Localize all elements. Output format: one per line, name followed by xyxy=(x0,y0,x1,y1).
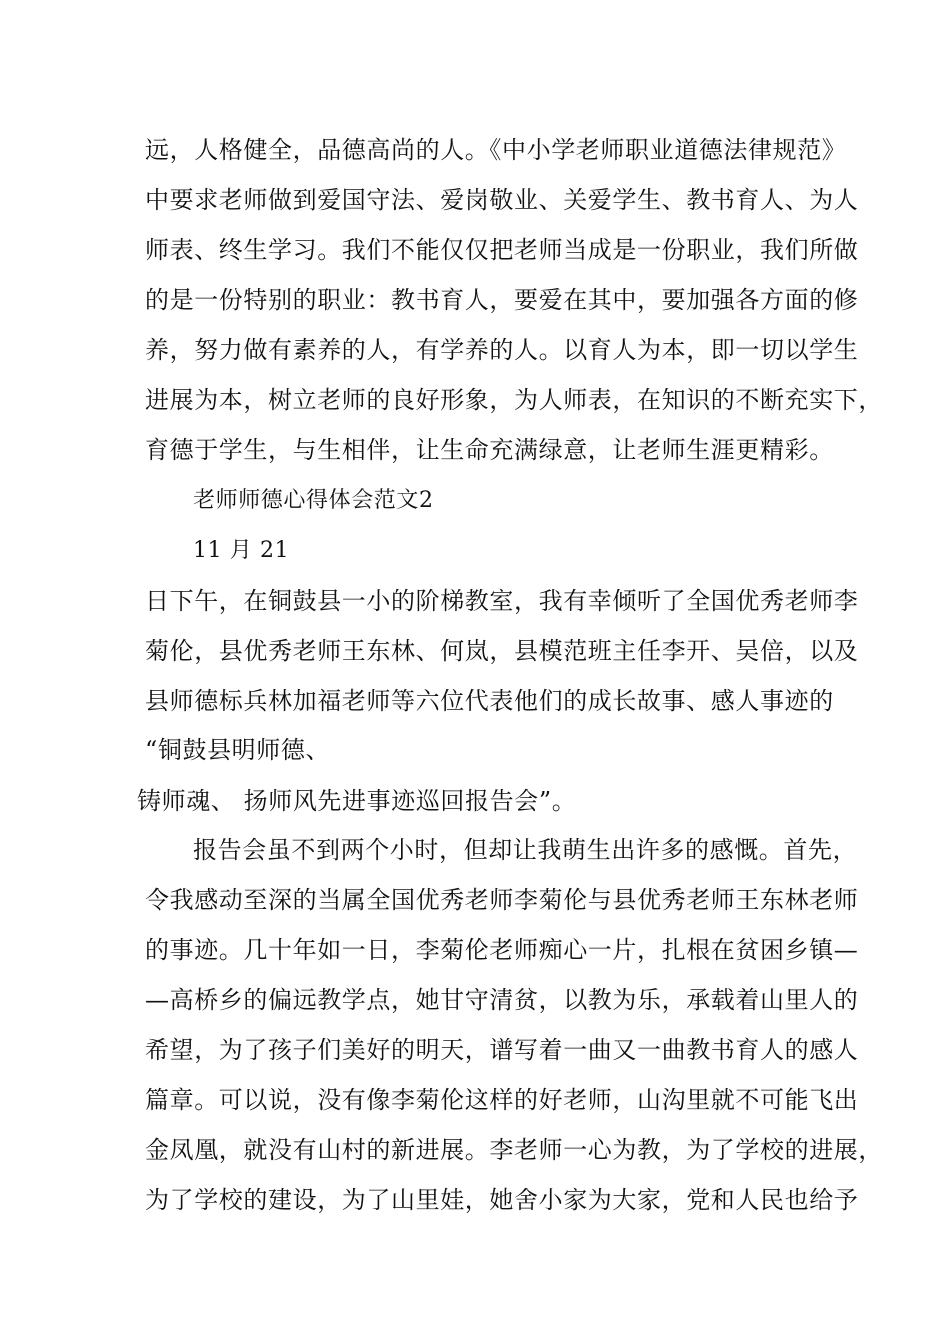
paragraph-line: 菊伦，县优秀老师王东林、何岚，县模范班主任李开、吴倍，以及 xyxy=(145,637,859,665)
paragraph-line: 报告会虽不到两个小时，但却让我萌生出许多的感慨。首先， xyxy=(193,836,858,864)
paragraph-line: 师表、终生学习。我们不能仅仅把老师当成是一份职业，我们所做 xyxy=(145,236,859,264)
paragraph-line: “铜鼓县明师德、 xyxy=(145,736,331,764)
paragraph-line: 远，人格健全，品德高尚的人。《中小学老师职业道德法律规范》 xyxy=(145,136,847,164)
paragraph-line: 的事迹。几十年如一日，李菊伦老师痴心一片，扎根在贫困乡镇— xyxy=(145,936,859,964)
paragraph-line: 育德于学生，与生相伴，让生命充满绿意，让老师生涯更精彩。 xyxy=(145,436,834,464)
paragraph-line: 进展为本，树立老师的良好形象，为人师表，在知识的不断充实下， xyxy=(145,386,883,414)
paragraph-line: 篇章。可以说，没有像李菊伦这样的好老师，山沟里就不可能飞出 xyxy=(145,1086,859,1114)
paragraph-line: 为了学校的建设，为了山里娃，她舍小家为大家，党和人民也给予 xyxy=(145,1186,859,1214)
paragraph-line: 铸师魂、 扬师风先进事迹巡回报告会”。 xyxy=(137,787,577,815)
paragraph-line: 日下午，在铜鼓县一小的阶梯教室，我有幸倾听了全国优秀老师李 xyxy=(145,587,859,615)
section-heading: 老师师德心得体会范文2 xyxy=(193,488,434,513)
paragraph-line: 中要求老师做到爱国守法、爱岗敬业、关爱学生、教书育人、为人 xyxy=(145,186,859,214)
paragraph-line: 的是一份特别的职业：教书育人，要爱在其中，要加强各方面的修 xyxy=(145,286,859,314)
date-line: 11 月 21 xyxy=(193,538,290,563)
paragraph-line: 希望，为了孩子们美好的明天，谱写着一曲又一曲教书育人的感人 xyxy=(145,1036,859,1064)
paragraph-line: 令我感动至深的当属全国优秀老师李菊伦与县优秀老师王东林老师 xyxy=(145,886,859,914)
paragraph-line: 金凤凰，就没有山村的新进展。李老师一心为教，为了学校的进展， xyxy=(145,1136,883,1164)
paragraph-line: 县师德标兵林加福老师等六位代表他们的成长故事、感人事迹的 xyxy=(145,687,834,715)
paragraph-line: —高桥乡的偏远教学点，她甘守清贫，以教为乐，承载着山里人的 xyxy=(145,986,859,1014)
paragraph-line: 养，努力做有素养的人，有学养的人。以育人为本，即一切以学生 xyxy=(145,336,859,364)
